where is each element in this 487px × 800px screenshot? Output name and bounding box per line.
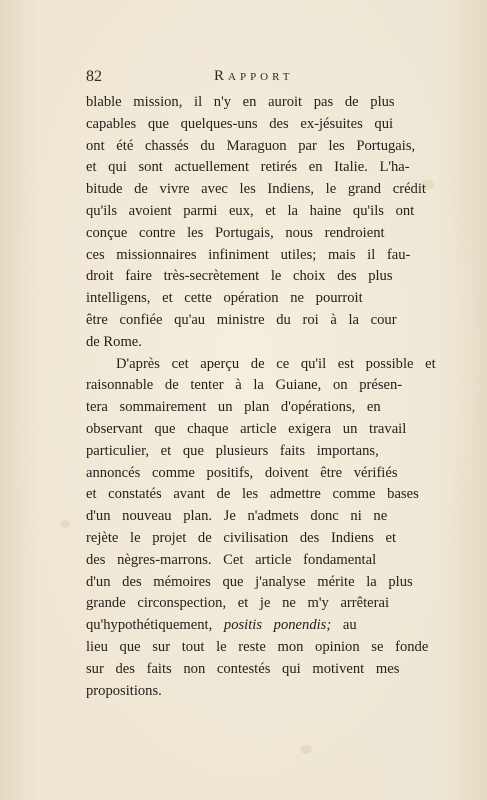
text-line: intelligens, et cette opération ne pourroit: [86, 290, 363, 307]
text-segment: qu'hypothétiquement,: [86, 617, 213, 634]
text-line: conçue contre les Portugais, nous rendroient: [86, 224, 385, 241]
text-line: d'un des mémoires que j'analyse mérite la plus: [86, 573, 413, 590]
text-line: droit faire très-secrètement le choix des plus: [86, 268, 393, 285]
text-line: observant que chaque article exigera un travail: [86, 420, 407, 437]
body-text: [86, 92, 461, 702]
text-line: être confiée qu'au ministre du roi à la cour: [86, 311, 397, 328]
text-line: D'après cet aperçu de ce qu'il est possible et: [116, 355, 436, 372]
text-line: qu'ils avoient parmi eux, et la haine qu'ils ont: [86, 202, 415, 219]
paper-foxing-spot: [60, 520, 70, 528]
text-line-with-italic: [86, 615, 461, 637]
text-line: d'un nouveau plan. Je n'admets donc ni ne: [86, 508, 388, 525]
latin-phrase: positis ponendis;: [223, 617, 332, 634]
text-line: et constatés avant de les admettre comme bases: [86, 486, 419, 503]
text-line: lieu que sur tout le reste mon opinion se fonde: [86, 638, 429, 655]
text-line: annoncés comme positifs, doivent être vérifiés: [86, 464, 398, 481]
text-line: ont été chassés du Maraguon par les Portugais,: [86, 137, 416, 154]
text-line: propositions.: [86, 682, 162, 699]
text-line: capables que quelques-uns des ex-jésuites qui: [86, 115, 394, 132]
text-line: sur des faits non contestés qui motivent mes: [86, 660, 400, 677]
text-line: de Rome.: [86, 333, 142, 350]
text-line: rejète le projet de civilisation des Indiens et: [86, 529, 397, 546]
page-header: [86, 68, 390, 88]
page-number: 82: [86, 68, 102, 85]
text-line: particulier, et que plusieurs faits importans,: [86, 442, 379, 459]
text-line: et qui sont actuellement retirés en Italie. L'ha-: [86, 159, 410, 176]
text-line: grande circonspection, et je ne m'y arrêterai: [86, 595, 390, 612]
text-line: des nègres-marrons. Cet article fondamental: [86, 551, 377, 568]
running-head: Rapport: [214, 68, 294, 84]
text-segment: au: [342, 617, 357, 634]
paper-foxing-spot: [300, 745, 312, 754]
text-line: tera sommairement un plan d'opérations, en: [86, 399, 381, 416]
text-line: ces missionnaires infiniment utiles; mais il fau-: [86, 246, 411, 263]
text-line: bitude de vivre avec les Indiens, le grand crédit: [86, 181, 426, 198]
text-line: blable mission, il n'y en auroit pas de plus: [86, 94, 395, 110]
text-line: raisonnable de tenter à la Guiane, on présen-: [86, 377, 403, 394]
